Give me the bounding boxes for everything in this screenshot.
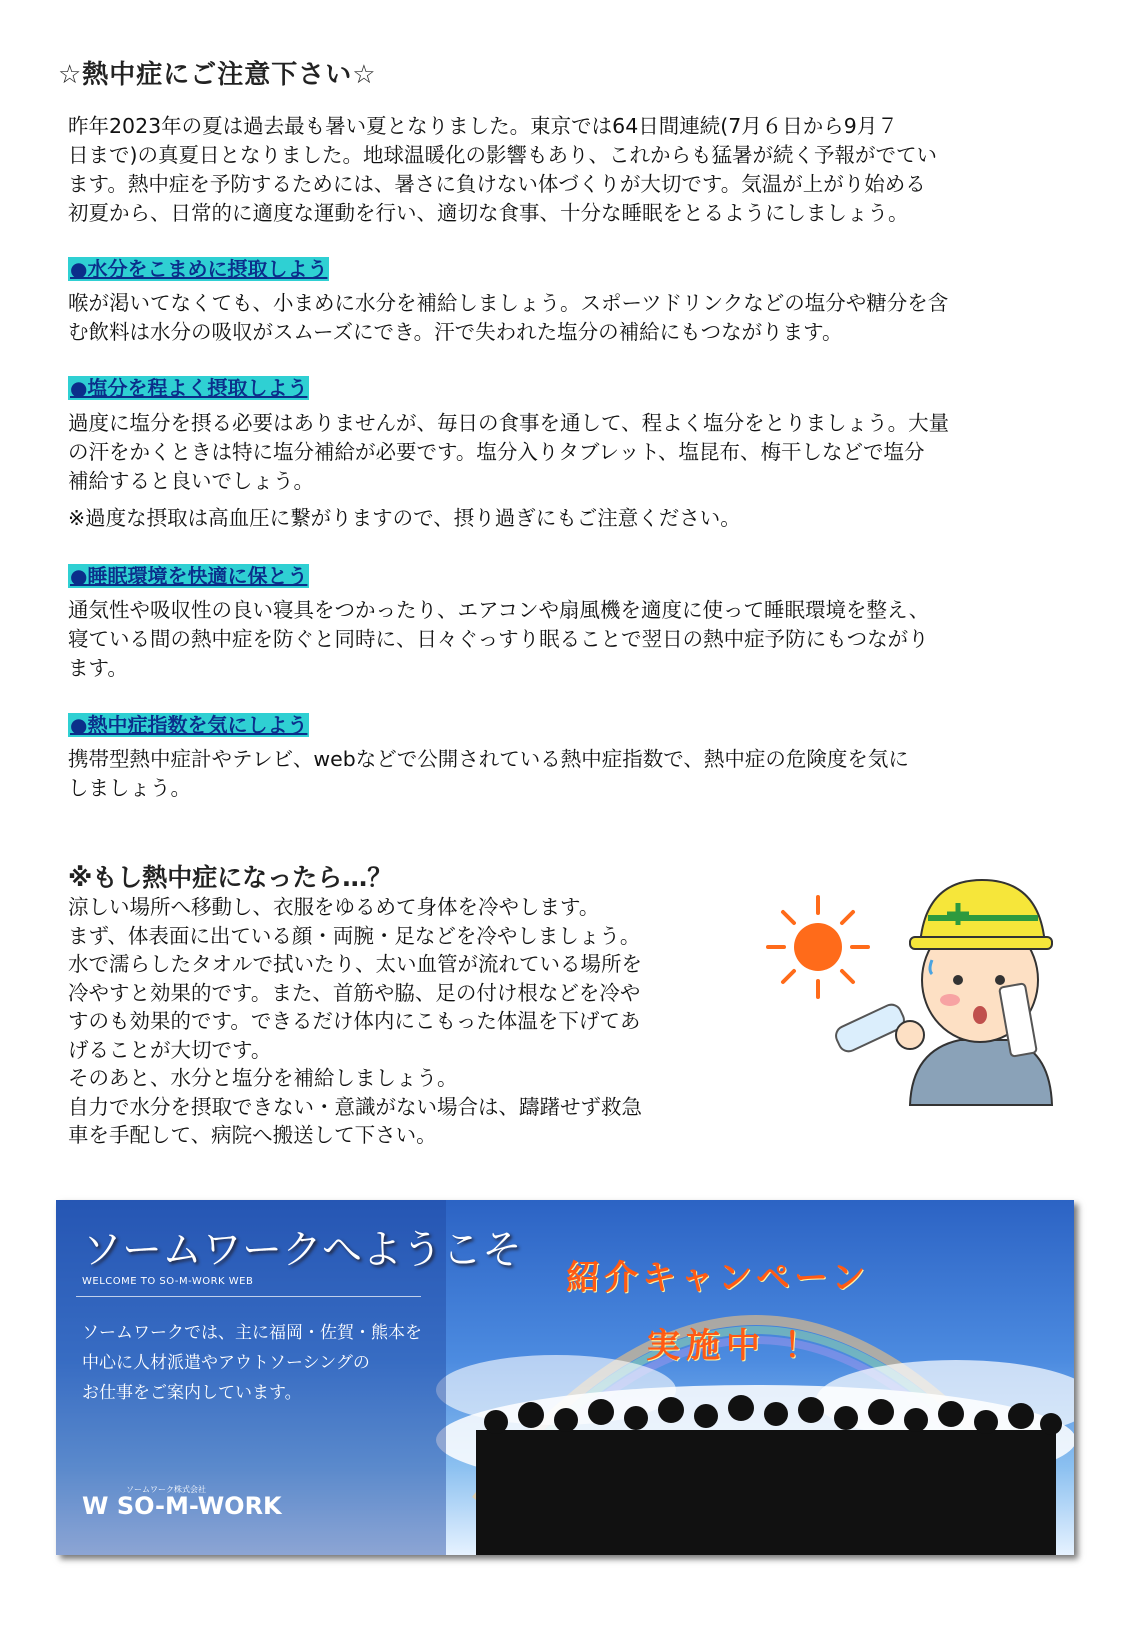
section-heading-sleep: ●睡眠環境を快適に保とう xyxy=(70,564,308,588)
campaign-heading: 紹介キャンペーン xyxy=(566,1258,870,1298)
worker-icon xyxy=(833,880,1052,1105)
logo-text: SO-M-WORK xyxy=(116,1492,282,1520)
campaign-status: 実施中 ！ xyxy=(646,1326,824,1366)
section-body-salt: 過度に塩分を摂る必要はありませんが、毎日の食事を通して、程よく塩分をとりましょう。大量 の汗をかくときは特に塩分補給が必要です。塩分入りタブレット、塩昆布、梅干しなどで塩分 補給すると良いでしょう。 xyxy=(68,411,950,493)
sun-icon xyxy=(768,897,868,997)
logo-mark-icon: W xyxy=(82,1492,109,1520)
section-body-index: 携帯型熱中症計やテレビ、webなどで公開されている熱中症指数で、熱中症の危険度を気に しましょう。 xyxy=(68,747,909,800)
company-banner[interactable] xyxy=(56,1200,1074,1555)
banner-divider xyxy=(76,1296,421,1297)
heatstroke-illustration xyxy=(760,875,1070,1110)
section-heading-salt: ●塩分を程よく摂取しよう xyxy=(70,376,308,400)
company-logo xyxy=(82,1492,282,1520)
banner-subtitle: WELCOME TO SO-M-WORK WEB xyxy=(82,1276,254,1287)
page-title: ☆熱中症にご注意下さい☆ xyxy=(58,60,377,90)
section-body-sleep: 通気性や吸収性の良い寝具をつかったり、エアコンや扇風機を適度に使って睡眠環境を整え、 寝ている間の熱中症を防ぐと同時に、日々ぐっすり眠ることで翌日の熱中症予防にもつながり ます。 xyxy=(68,598,930,680)
banner-description: ソームワークでは、主に福岡・佐賀・熊本を 中心に人材派遣やアウトソーシングの お仕事をご案内しています。 xyxy=(82,1323,422,1403)
banner-title: ソームワークへようこそ xyxy=(82,1227,522,1273)
banner-logo-small: ソームワーク株式会社 xyxy=(126,1485,206,1494)
emergency-body: 涼しい場所へ移動し、衣服をゆるめて身体を冷やします。 まず、体表面に出ている顔・両腕・足などを冷やしましょう。 水で濡らしたタオルで拭いたり、太い血管が流れている場所を 冷やすと効果的です。また、首筋や脇、足の付け根などを冷や すのも効果的です。できるだけ体内にこもった体温を下げてあ げることが大切です。 そのあと、水分と塩分を補給しましょう。 自力で水分を摂取できない・意識がない場合は、躊躇せず救急 車を手配して、病院へ搬送して下さい。 xyxy=(68,895,642,1147)
section-body-water: 喉が渇いてなくても、小まめに水分を補給しましょう。スポーツドリンクなどの塩分や糖分を含 む飲料は水分の吸収がスムーズにでき。汗で失われた塩分の補給にもつながります。 xyxy=(68,291,949,344)
emergency-title: ※もし熱中症になったら…？ xyxy=(68,863,393,892)
section-heading-index: ●熱中症指数を気にしよう xyxy=(70,713,308,737)
section-heading-water: ●水分をこまめに摂取しよう xyxy=(70,257,328,281)
section-note-salt: ※過度な摂取は高血圧に繋がりますので、摂り過ぎにもご注意ください。 xyxy=(68,506,741,530)
intro-paragraph: 昨年2023年の夏は過去最も暑い夏となりました。東京では64日間連続(7月６日から9月７ 日まで)の真夏日となりました。地球温暖化の影響もあり、これからも猛暑が続く予報がでてい ます。熱中症を予防するためには、暑さに負けない体づくりが大切です。気温が上がり始める 初夏から、日常的に適度な運動を行い、適切な食事、十分な睡眠をとるようにしましょう。 xyxy=(68,114,937,225)
